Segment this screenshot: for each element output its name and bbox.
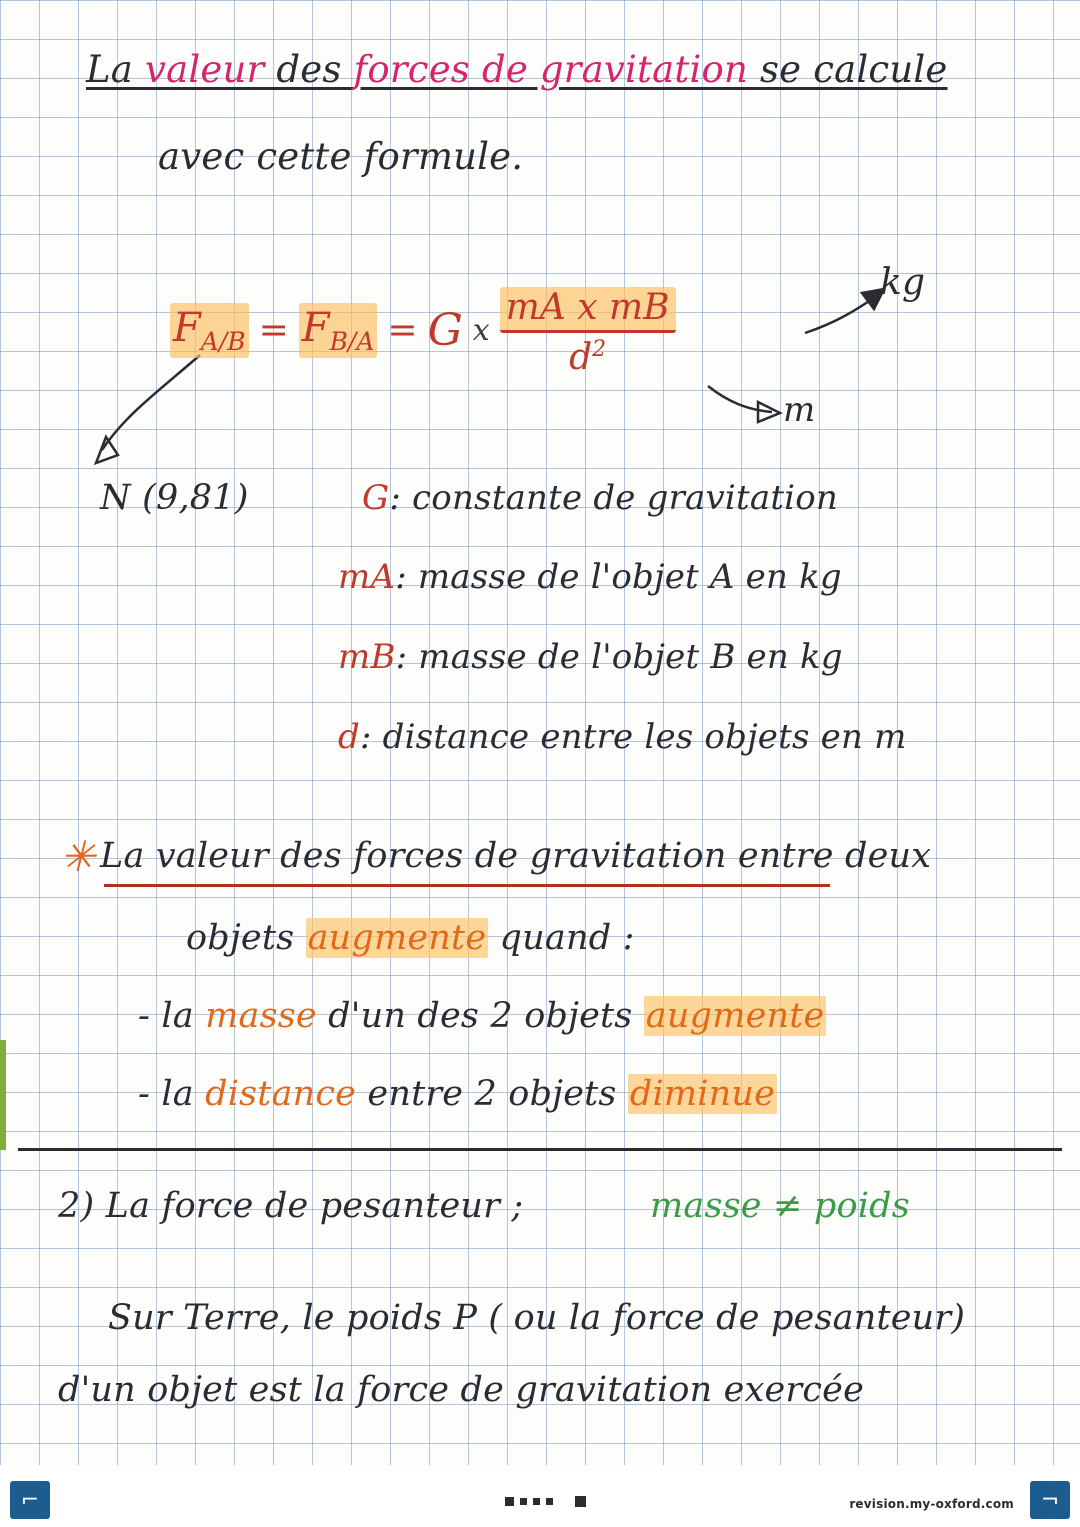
scan-mark — [520, 1498, 527, 1505]
star-icon: ✳ — [60, 832, 96, 881]
legend-definition-mb: : masse de l'objet B en kg — [395, 637, 843, 677]
title-line-2: avec cette formule. — [158, 135, 524, 178]
newton-unit-note: N (9,81) — [100, 478, 249, 518]
section2-paragraph-line-2: d'un objet est la force de gravitation exercée — [58, 1370, 864, 1410]
legend-item-g — [362, 478, 838, 518]
title-tail: se calcule — [748, 48, 948, 91]
star-line-2 — [186, 918, 635, 958]
title-phrase-forces-de-gravitation: forces de gravitation — [353, 48, 748, 91]
scan-marks — [505, 1496, 586, 1507]
star-line-2-suffix: quand : — [488, 918, 635, 958]
page-edge-marker — [0, 1040, 6, 1150]
section2-note: masse ≠ poids — [650, 1186, 910, 1226]
bullet-1-highlight: augmente — [645, 996, 825, 1036]
star-line-2-prefix: objets — [186, 918, 306, 958]
section-divider — [18, 1148, 1062, 1151]
scan-marker-left: ⌐ — [10, 1481, 50, 1519]
unit-kg-label: kg — [880, 262, 926, 303]
bullet-2-keyword: distance — [205, 1074, 357, 1114]
formula-numerator: mA x mB — [500, 287, 676, 333]
legend-definition-d: : distance entre les objets en m — [359, 717, 907, 757]
legend-symbol-mb: mB — [338, 637, 396, 677]
star-line-1-underline — [104, 884, 830, 887]
formula-term-fab: $F_{A/B}$ — [170, 303, 249, 358]
bullet-1-keyword: masse — [205, 996, 317, 1036]
legend-symbol-ma: mA — [338, 557, 396, 597]
legend-symbol-d: d — [338, 717, 360, 757]
legend-symbol-g: G — [362, 478, 390, 518]
legend-item-ma — [338, 557, 842, 597]
star-bullet-item-1 — [138, 996, 826, 1036]
scan-mark — [546, 1498, 553, 1505]
bullet-1-middle: d'un des 2 objets — [316, 996, 644, 1036]
bullet-1-prefix: - la — [138, 996, 206, 1036]
scan-mark — [575, 1496, 586, 1507]
star-line-1-underlined: La valeur des forces de gravitation — [100, 836, 727, 876]
bullet-2-middle: entre 2 objets — [356, 1074, 628, 1114]
scan-mark — [533, 1498, 540, 1505]
legend-definition-g: : constante de gravitation — [389, 478, 839, 518]
title-word-la: La — [86, 48, 145, 91]
legend-item-mb — [338, 637, 843, 677]
formula-equals-2: = — [387, 310, 418, 351]
section2-paragraph-line-1: Sur Terre, le poids P ( ou la force de pesanteur) — [108, 1298, 966, 1338]
title-word-valeur: valeur — [145, 48, 265, 91]
legend-item-d — [338, 717, 907, 757]
bullet-2-prefix: - la — [138, 1074, 206, 1114]
formula-constant-g: G — [427, 305, 463, 356]
star-line-1-tail: entre deux — [726, 836, 932, 876]
gravitation-formula — [170, 285, 676, 376]
formula-times: x — [472, 313, 490, 348]
star-line-1 — [100, 836, 931, 876]
formula-equals-1: = — [258, 310, 289, 351]
formula-fraction — [500, 287, 676, 378]
formula-denominator: $d^2$ — [569, 337, 607, 378]
formula-term-fba: $F_{B/A}$ — [299, 303, 378, 358]
title-line-1 — [86, 48, 948, 91]
star-line-2-highlight: augmente — [307, 918, 487, 958]
scan-marker-right: ¬ — [1030, 1481, 1070, 1519]
legend-definition-ma: : masse de l'objet A en kg — [395, 557, 842, 597]
bullet-2-highlight: diminue — [629, 1074, 776, 1114]
title-word-des: des — [264, 48, 354, 91]
scan-mark — [505, 1497, 514, 1506]
star-bullet-item-2 — [138, 1074, 777, 1114]
section2-heading: 2) La force de pesanteur ; — [58, 1186, 524, 1226]
unit-m-label: m — [783, 390, 816, 430]
footer-url: revision.my-oxford.com — [849, 1497, 1014, 1511]
